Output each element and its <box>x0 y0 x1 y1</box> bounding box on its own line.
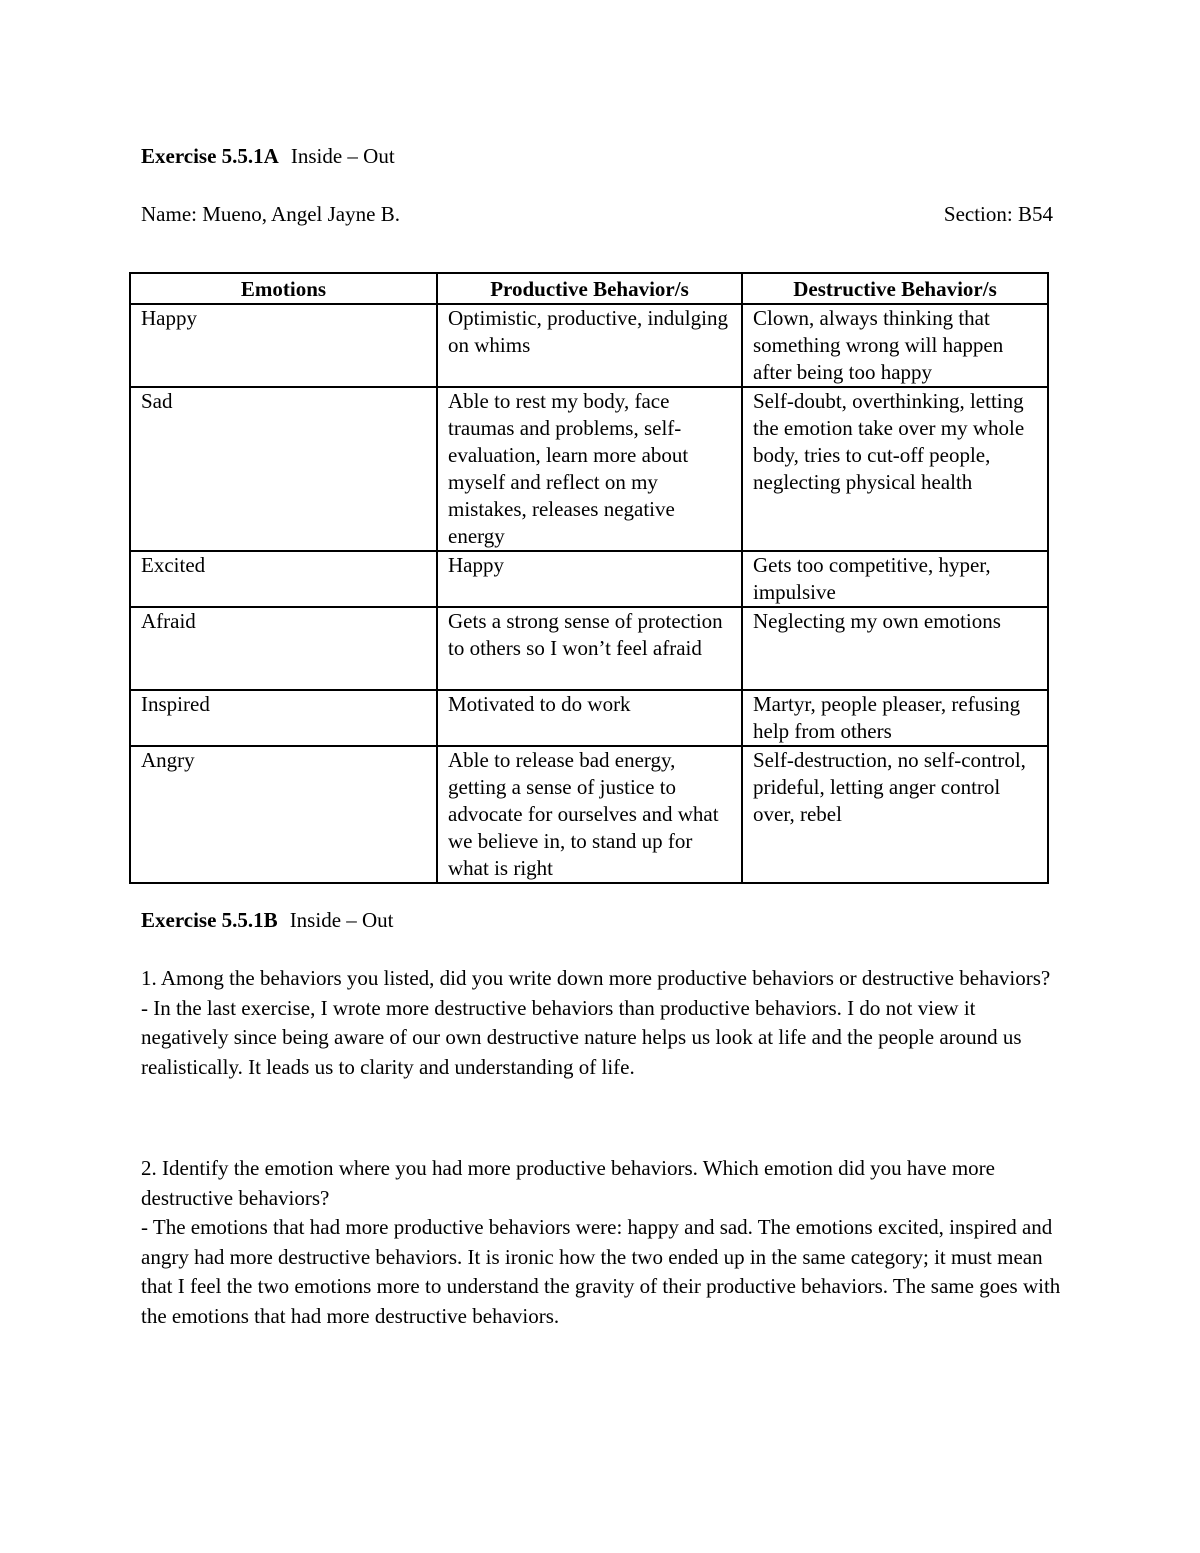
table-row <box>130 690 1048 746</box>
exercise-a-code: Exercise 5.5.1A <box>141 144 279 168</box>
emotion-cell: Inspired <box>130 690 437 746</box>
destructive-cell: Neglecting my own emotions <box>742 607 1048 690</box>
table-row <box>130 387 1048 551</box>
destructive-cell: Clown, always thinking that something wrong will happen after being too happy <box>742 304 1048 387</box>
emotion-cell: Sad <box>130 387 437 551</box>
answer-text: - The emotions that had more productive behaviors were: happy and sad. The emotions excited, inspired and angry had more destructive behaviors. It is ironic how the two ended up in the same category; it must mean that I feel the two emotions more to understand the gravity of their productive behaviors. The same goes with the emotions that had more destructive behaviors. <box>141 1215 1061 1328</box>
table-row <box>130 607 1048 690</box>
table-row <box>130 304 1048 387</box>
productive-cell: Able to rest my body, face traumas and problems, self-evaluation, learn more about myself and reflect on my mistakes, releases negative energy <box>437 387 742 551</box>
emotions-table <box>129 272 1049 884</box>
question-block-2 <box>141 1154 1061 1331</box>
exercise-b-code: Exercise 5.5.1B <box>141 908 278 932</box>
emotion-cell: Happy <box>130 304 437 387</box>
exercise-b-subtitle: Inside – Out <box>289 908 394 932</box>
destructive-cell: Martyr, people pleaser, refusing help from others <box>742 690 1048 746</box>
student-section: Section: B54 <box>943 202 1053 226</box>
exercise-a-subtitle: Inside – Out <box>290 144 395 168</box>
table-header-row <box>130 273 1048 304</box>
destructive-cell: Gets too competitive, hyper, impulsive <box>742 551 1048 607</box>
answer-text: - In the last exercise, I wrote more destructive behaviors than productive behaviors. I do not view it negatively since being aware of our own destructive nature helps us look at life and the people around us realistically. It leads us to clarity and understanding of life. <box>141 995 1022 1079</box>
productive-cell: Gets a strong sense of protection to others so I won’t feel afraid <box>437 607 742 690</box>
table-row <box>130 746 1048 883</box>
table-row <box>130 551 1048 607</box>
question-block-1 <box>141 964 1061 1082</box>
emotion-cell: Afraid <box>130 607 437 690</box>
emotion-cell: Angry <box>130 746 437 883</box>
exercise-b-title <box>141 907 394 934</box>
question-text: 2. Identify the emotion where you had more productive behaviors. Which emotion did you have more destructive behaviors? <box>141 1156 995 1210</box>
productive-cell: Motivated to do work <box>437 690 742 746</box>
header-productive: Productive Behavior/s <box>437 273 742 304</box>
productive-cell: Optimistic, productive, indulging on whims <box>437 304 742 387</box>
productive-cell: Able to release bad energy, getting a sense of justice to advocate for ourselves and what we believe in, to stand up for what is right <box>437 746 742 883</box>
student-name: Name: Mueno, Angel Jayne B. <box>141 202 400 226</box>
header-destructive: Destructive Behavior/s <box>742 273 1048 304</box>
question-text: 1. Among the behaviors you listed, did you write down more productive behaviors or destructive behaviors? <box>141 966 1051 990</box>
emotion-cell: Excited <box>130 551 437 607</box>
destructive-cell: Self-doubt, overthinking, letting the emotion take over my whole body, tries to cut-off people, neglecting physical health <box>742 387 1048 551</box>
header-emotions: Emotions <box>130 273 437 304</box>
destructive-cell: Self-destruction, no self-control, prideful, letting anger control over, rebel <box>742 746 1048 883</box>
exercise-a-title <box>141 143 395 170</box>
student-info-line <box>141 201 1053 228</box>
productive-cell: Happy <box>437 551 742 607</box>
